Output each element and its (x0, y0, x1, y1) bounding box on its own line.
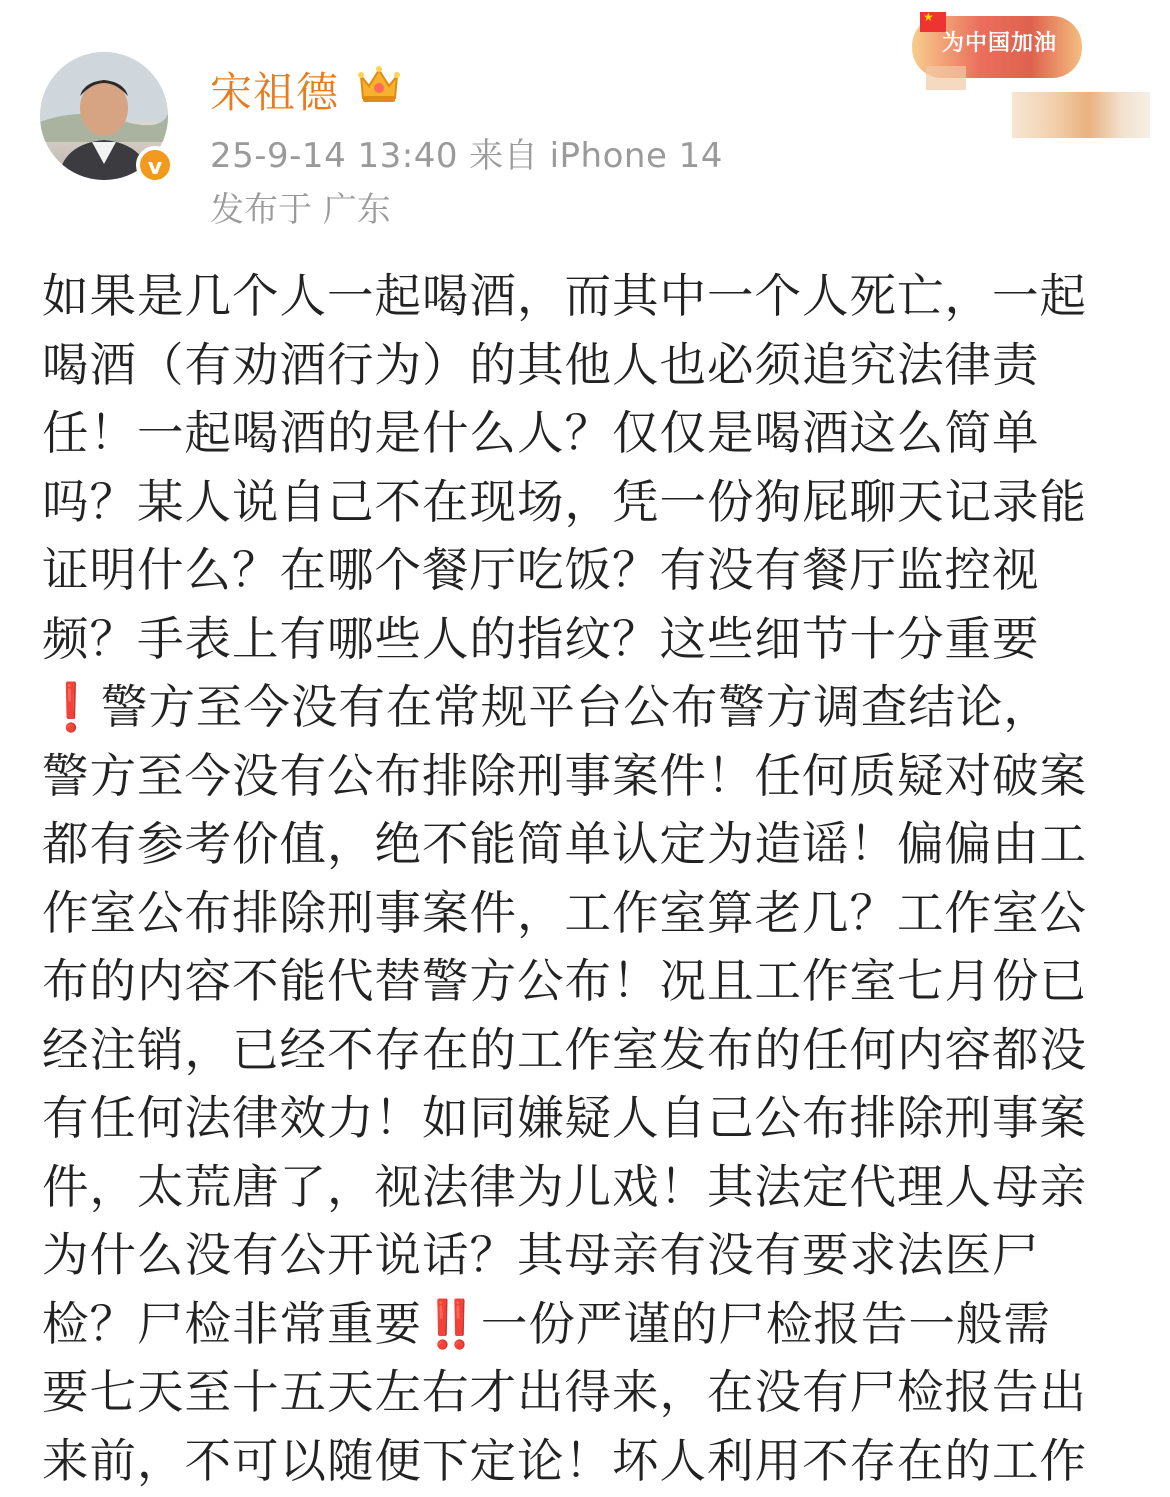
post-line: ❗警方至今没有在常规平台公布警方调查结论， (42, 680, 1051, 734)
post-line: 检？尸检非常重要‼️一份严谨的尸检报告一般需 (42, 1296, 1051, 1351)
post-line: 有任何法律效力！如同嫌疑人自己公布排除刑事案 (42, 1091, 1087, 1145)
post-content (42, 262, 1132, 1495)
post-time-source: 25-9-14 13:40 来自 iPhone 14 (210, 136, 723, 176)
blurred-region (1012, 92, 1150, 138)
username[interactable]: 宋祖德 (210, 68, 340, 117)
post-location: 发布于 广东 (210, 190, 391, 230)
post-line: 作室公布排除刑事案件，工作室算老几？工作室公 (42, 885, 1087, 940)
post-line: 经注销，已经不存在的工作室发布的任何内容都没 (42, 1022, 1087, 1077)
post-line: 证明什么？在哪个餐厅吃饭？有没有餐厅监控视 (42, 543, 1040, 597)
decoration-blur (926, 66, 966, 90)
post-line: 警方至今没有公布排除刑事案件！任何质疑对破案 (42, 748, 1087, 803)
post-line: 要七天至十五天左右才出得来，在没有尸检报告出 (42, 1365, 1087, 1419)
post-line: 频？手表上有哪些人的指纹？这些细节十分重要 (42, 611, 1040, 666)
badge-text: 为中国加油 (942, 31, 1058, 56)
post-line: 吗？某人说自己不在现场，凭一份狗屁聊天记录能 (42, 474, 1087, 529)
avatar[interactable] (40, 52, 168, 180)
post-line: 都有参考价值，绝不能简单认定为造谣！偏偏由工 (42, 817, 1087, 871)
post-line: 为什么没有公开说话？其母亲有没有要求法医尸 (42, 1228, 1040, 1282)
post-line: 喝酒（有劝酒行为）的其他人也必须追究法律责 (42, 337, 1040, 392)
post-line: 件，太荒唐了，视法律为儿戏！其法定代理人母亲 (42, 1159, 1087, 1214)
post-line: 如果是几个人一起喝酒，而其中一个人死亡，一起 (42, 269, 1087, 323)
crown-icon (355, 62, 403, 106)
post-line: 任！一起喝酒的是什么人？仅仅是喝酒这么简单 (42, 406, 1040, 460)
post-line: 来前，不可以随便下定论！坏人利用不存在的工作 (42, 1433, 1087, 1488)
post-line: 布的内容不能代替警方公布！况且工作室七月份已 (42, 954, 1087, 1008)
verified-badge-icon: v (136, 146, 174, 184)
